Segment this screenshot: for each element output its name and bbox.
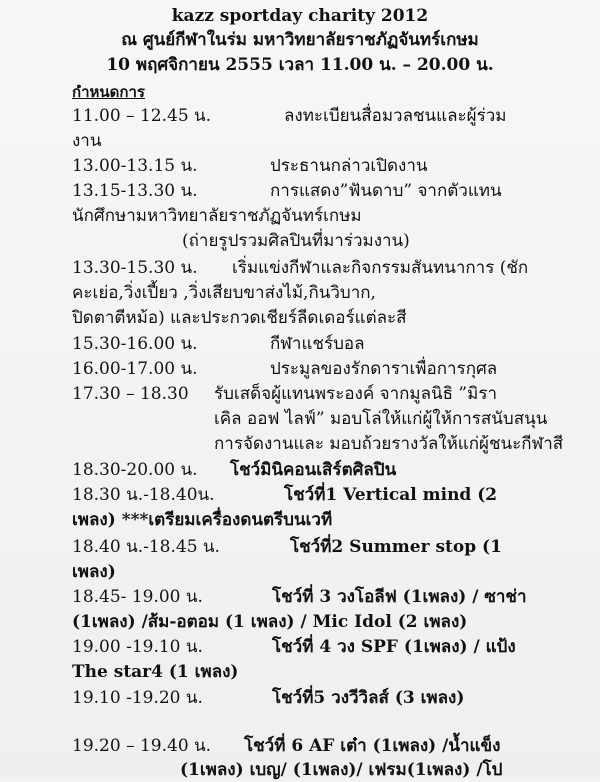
schedule-desc: ลงทะเบียนสื่อมวลชนและผู้ร่วม — [284, 106, 507, 126]
schedule-time: 13.15-13.30 น. — [72, 181, 198, 201]
schedule-time: 11.00 – 12.45 น. — [72, 106, 212, 126]
schedule-continuation: ปิดตาตีหม้อ) และประกวดเชียร์ลีดเดอร์แต่ละสี — [72, 308, 407, 328]
schedule-time: 18.30 น.-18.40น. — [72, 485, 215, 505]
schedule-continuation: (1เพลง) /ส้ม-อตอม (1 เพลง) / Mic Idol (2 เพลง) — [72, 612, 468, 632]
schedule-time: 13.30-15.30 น. — [72, 258, 198, 278]
schedule-desc: โชว์ที่ 3 วงโอลีฟ (1เพลง) / ซาช่า — [272, 587, 527, 607]
schedule-continuation: (1เพลง) เบญ/ (1เพลง)/ เฟรม(1เพลง) /โป — [180, 760, 503, 780]
schedule-desc: โชว์ที่1 Vertical mind (2 — [284, 485, 498, 505]
schedule-time: 18.40 น.-18.45 น. — [72, 537, 220, 557]
schedule-desc: ประมูลของรักดาราเพื่อการกุศล — [270, 359, 498, 379]
schedule-desc: ประธานกล่าวเปิดงาน — [270, 156, 428, 176]
schedule-continuation: เพลง) — [72, 562, 116, 582]
schedule-time: 19.00 -19.10 น. — [72, 637, 203, 657]
schedule-continuation: นักศึกษามหาวิทยาลัยราชภัฏจันทร์เกษม — [72, 206, 362, 226]
schedule-time: 15.30-16.00 น. — [72, 334, 198, 354]
schedule-time: 17.30 – 18.30 — [72, 384, 189, 404]
schedule-time: 18.30-20.00 น. — [72, 460, 198, 480]
schedule-desc: โชว์ที่ 6 AF เต๋า (1เพลง) /น้ำแข็ง — [244, 736, 501, 756]
schedule-continuation: เคิล ออฟ ไลฟ์” มอบโล่ให้แก่ผู้ให้การสนับสนุน — [214, 409, 548, 429]
schedule-desc: เริ่มแข่งกีฬาและกิจกรรมสันทนาการ (ชัก — [232, 258, 529, 278]
event-venue: ณ ศูนย์กีฬาในร่ม มหาวิทยาลัยราชภัฏจันทร์เกษม — [121, 30, 479, 50]
schedule-continuation: The star4 (1 เพลง) — [72, 662, 239, 682]
schedule-desc: โชว์ที่ 4 วง SPF (1เพลง) / แป้ง — [272, 637, 516, 657]
schedule-desc: รับเสด็จผู้แทนพระองค์ จากมูลนิธิ ”มิรา — [214, 384, 498, 404]
event-datetime: 10 พฤศจิกายน 2555 เวลา 11.00 น. – 20.00 น. — [106, 55, 494, 75]
schedule-time: 18.45- 19.00 น. — [72, 587, 203, 607]
schedule-time: 19.20 – 19.40 น. — [72, 736, 212, 756]
schedule-continuation: คะเย่อ,วิ่งเปี้ยว ,วิ่งเสียบขาส่งไม้,กินวิบาก, — [72, 283, 376, 303]
schedule-time: 13.00-13.15 น. — [72, 156, 198, 176]
schedule-time: 16.00-17.00 น. — [72, 359, 198, 379]
section-label: กำหนดการ — [72, 83, 145, 101]
schedule-desc: กีฬาแชร์บอล — [270, 334, 365, 354]
schedule-continuation: งาน — [72, 131, 102, 151]
event-title: kazz sportday charity 2012 — [171, 6, 429, 26]
schedule-desc: โชว์ที่5 วงวีวิลส์ (3 เพลง) — [272, 688, 465, 708]
schedule-continuation: (ถ่ายรูปรวมศิลปินที่มาร่วมงาน) — [182, 231, 410, 251]
schedule-continuation: การจัดงานและ มอบถ้วยรางวัลให้แก่ผู้ชนะกีฬาสี — [214, 434, 564, 454]
schedule-time: 19.10 -19.20 น. — [72, 688, 203, 708]
schedule-desc: การแสดง”ฟันดาบ” จากตัวแทน — [270, 181, 502, 201]
schedule-continuation: เพลง) ***เตรียมเครื่องดนตรีบนเวที — [72, 510, 333, 530]
schedule-desc: โชว์มินิคอนเสิร์ตศิลปิน — [230, 460, 397, 480]
schedule-desc: โชว์ที่2 Summer stop (1 — [290, 537, 502, 557]
